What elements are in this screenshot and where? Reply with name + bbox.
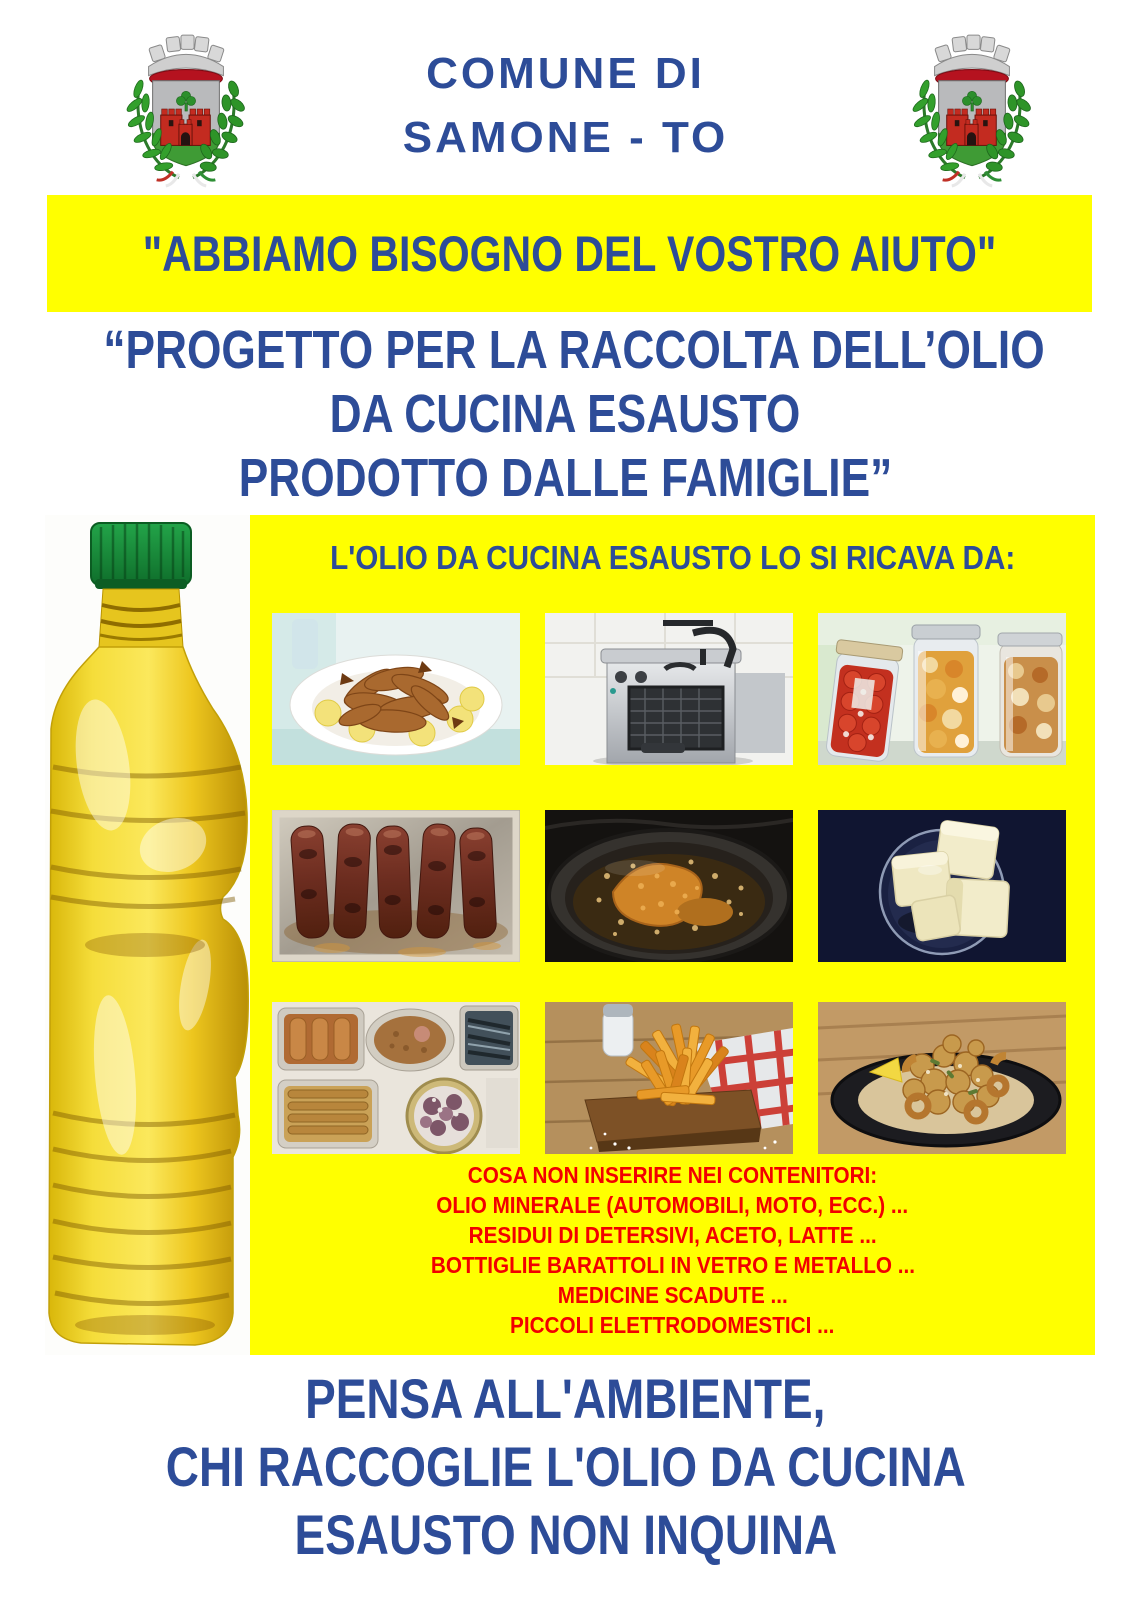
photo-row-2 <box>272 810 1095 962</box>
project-title <box>0 318 1131 510</box>
fried-fish-plate-photo <box>272 613 520 765</box>
project-title-line2: DA CUCINA ESAUSTO <box>330 384 801 444</box>
project-title-line3: PRODOTTO DALLE FAMIGLIE” <box>238 448 893 508</box>
exclusion-item: OLIO MINERALE (AUTOMOBILI, MOTO, ECC.) ... <box>436 1192 909 1218</box>
oil-bottle-photo <box>45 515 250 1355</box>
slogan <box>0 1365 1131 1569</box>
municipality-title <box>0 42 1131 170</box>
slogan-line3: ESAUSTO NON INQUINA <box>294 1503 837 1566</box>
exclusion-item: BOTTIGLIE BARATTOLI IN VETRO E METALLO ... <box>430 1252 915 1278</box>
french-fries-photo <box>545 1002 793 1154</box>
help-banner <box>47 195 1092 312</box>
exclusion-item: PICCOLI ELETTRODOMESTICI ... <box>510 1312 835 1338</box>
frying-pan-photo <box>545 810 793 962</box>
slogan-line2: CHI RACCOGLIE L'OLIO DA CUCINA <box>165 1435 966 1498</box>
butter-cubes-photo <box>818 810 1066 962</box>
photo-row-1 <box>272 613 1095 765</box>
exclusion-item: RESIDUI DI DETERSIVI, ACETO, LATTE ... <box>468 1222 877 1248</box>
exclusions-list <box>250 1160 1095 1340</box>
municipality-line1: COMUNE DI <box>426 49 705 98</box>
sources-heading: L'OLIO DA CUCINA ESAUSTO LO SI RICAVA DA: <box>329 539 1016 576</box>
bottle-cap <box>91 523 191 589</box>
canned-fish-tins-photo <box>272 1002 520 1154</box>
help-banner-text: "ABBIAMO BISOGNO DEL VOSTRO AIUTO" <box>142 225 997 282</box>
exclusion-item: MEDICINE SCADUTE ... <box>557 1282 788 1308</box>
exclusions-heading: COSA NON INSERIRE NEI CONTENITORI: <box>467 1162 878 1188</box>
fried-seafood-photo <box>818 1002 1066 1154</box>
grilled-ribs-photo <box>272 810 520 962</box>
municipality-line2: SAMONE - TO <box>402 113 729 162</box>
deep-fryer-photo <box>545 613 793 765</box>
photo-row-3 <box>272 1002 1095 1154</box>
slogan-line1: PENSA ALL'AMBIENTE, <box>305 1367 826 1430</box>
project-title-line1: “PROGETTO PER LA RACCOLTA DELL’OLIO <box>103 320 1045 380</box>
oil-sources-box <box>250 515 1095 1355</box>
preserve-jars-photo <box>818 613 1066 765</box>
